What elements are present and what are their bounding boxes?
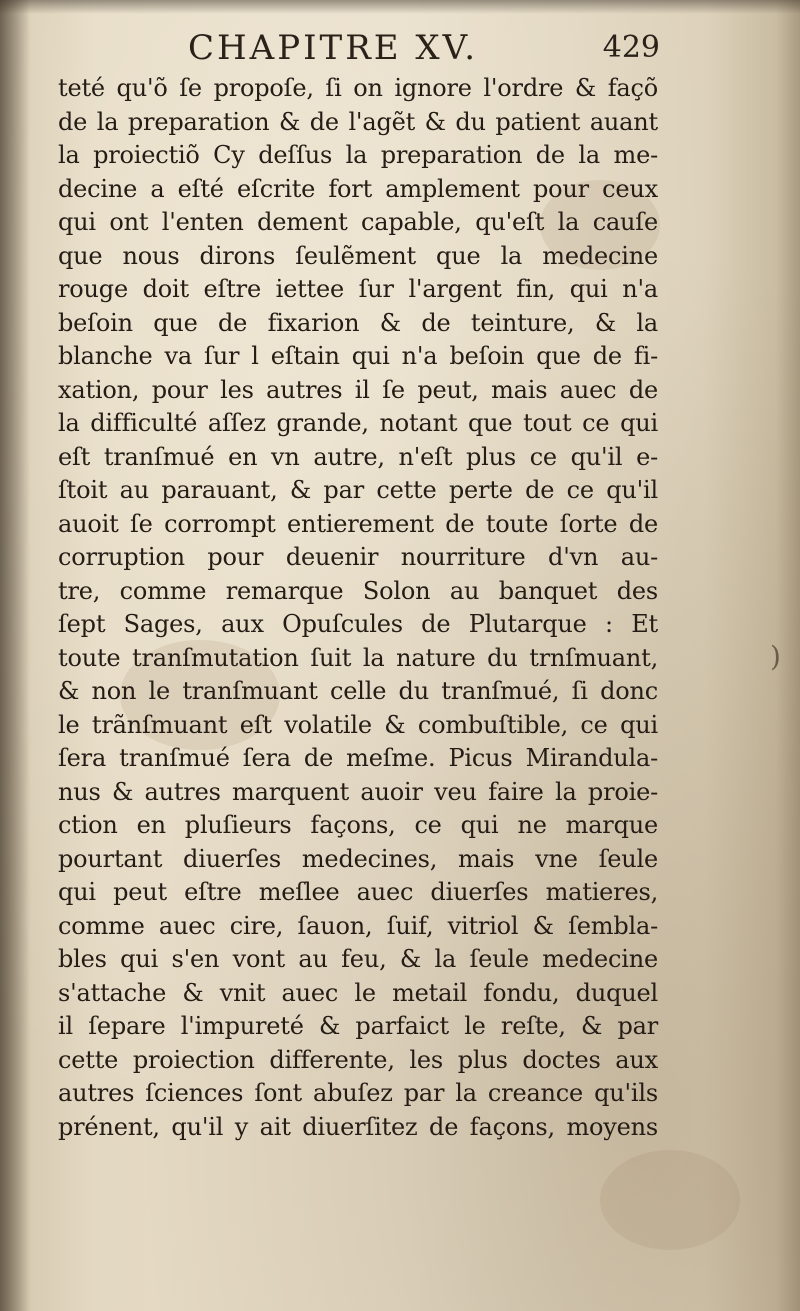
text-line: s'attache & vnit auec le metail fondu, duquel [58, 978, 658, 1007]
text-line: la proiectiõ Cy deſſus la preparation de la me- [58, 141, 658, 169]
text-line: corruption pour deuenir nourriture d'vn au- [58, 543, 658, 571]
text-line: il ſepare l'impureté & parfaict le reſte, & par [58, 1012, 658, 1040]
text-line: beſoin que de fixarion & de teinture, & la [58, 308, 658, 337]
text-line: ction en pluſieurs façons, ce qui ne marque [58, 811, 658, 839]
text-line: que nous dirons ſeulẽment que la medecine [58, 241, 658, 270]
body-text [58, 72, 658, 1144]
text-line: & non le tranſmuant celle du tranſmué, ſi donc [58, 677, 658, 705]
page-header [60, 22, 660, 70]
paper-stain [600, 1150, 740, 1250]
text-line: prénent, qu'il y ait diuerſitez de façons, moyens [58, 1112, 658, 1141]
text-line: la difficulté aſſez grande, notant que tout ce qui [58, 409, 658, 437]
text-line: blanche va ſur l eſtain qui n'a beſoin que de fi- [58, 342, 658, 370]
text-line: cette proiection differente, les plus doctes aux [58, 1045, 658, 1074]
text-line: comme auec cire, ſauon, ſuif, vitriol & ſembla- [58, 911, 658, 940]
text-line: ſtoit au parauant, & par cette perte de ce qu'il [58, 476, 658, 504]
text-line: pourtant diuerſes medecines, mais vne ſeule [58, 844, 658, 873]
text-line: ſera tranſmué ſera de meſme. Picus Mirandula- [58, 744, 658, 772]
text-line: teté qu'õ ſe propoſe, ſi on ignore l'ordre & façõ [58, 74, 658, 102]
text-line: le trãnſmuant eſt volatile & combuſtible, ce qui [58, 710, 658, 739]
text-line: eſt tranſmué en vn autre, n'eſt plus ce qu'il e- [58, 442, 658, 471]
text-line: qui ont l'enten dement capable, qu'eſt la cauſe [58, 208, 658, 236]
text-line: tre, comme remarque Solon au banquet des [58, 576, 658, 605]
text-line: xation, pour les autres il ſe peut, mais auec de [58, 375, 658, 404]
text-line: rouge doit eſtre iettee ſur l'argent fin, qui n'a [58, 275, 658, 303]
text-line: toute tranſmutation ſuit la nature du trnſmuant, [58, 643, 658, 672]
running-head: CHAPITRE XV. [188, 28, 479, 68]
text-line: qui peut eſtre meſlee auec diuerſes matieres, [58, 878, 658, 906]
page-top-edge [0, 0, 800, 14]
text-line: nus & autres marquent auoir veu faire la proie- [58, 777, 658, 806]
text-line: autres ſciences ſont abuſez par la creance qu'ils [58, 1079, 658, 1107]
text-line: auoit ſe corrompt entierement de toute ſorte de [58, 509, 658, 538]
page-number: 429 [602, 30, 660, 65]
text-line: decine a eſté eſcrite fort amplement pour ceux [58, 174, 658, 203]
text-line: ſept Sages, aux Opuſcules de Plutarque : Et [58, 610, 658, 638]
text-line: bles qui s'en vont au feu, & la ſeule medecine [58, 945, 658, 973]
binding-shadow [0, 0, 30, 1311]
margin-bracket-mark: ) [770, 640, 781, 673]
text-line: de la preparation & de l'agẽt & du patient auant [58, 107, 658, 136]
